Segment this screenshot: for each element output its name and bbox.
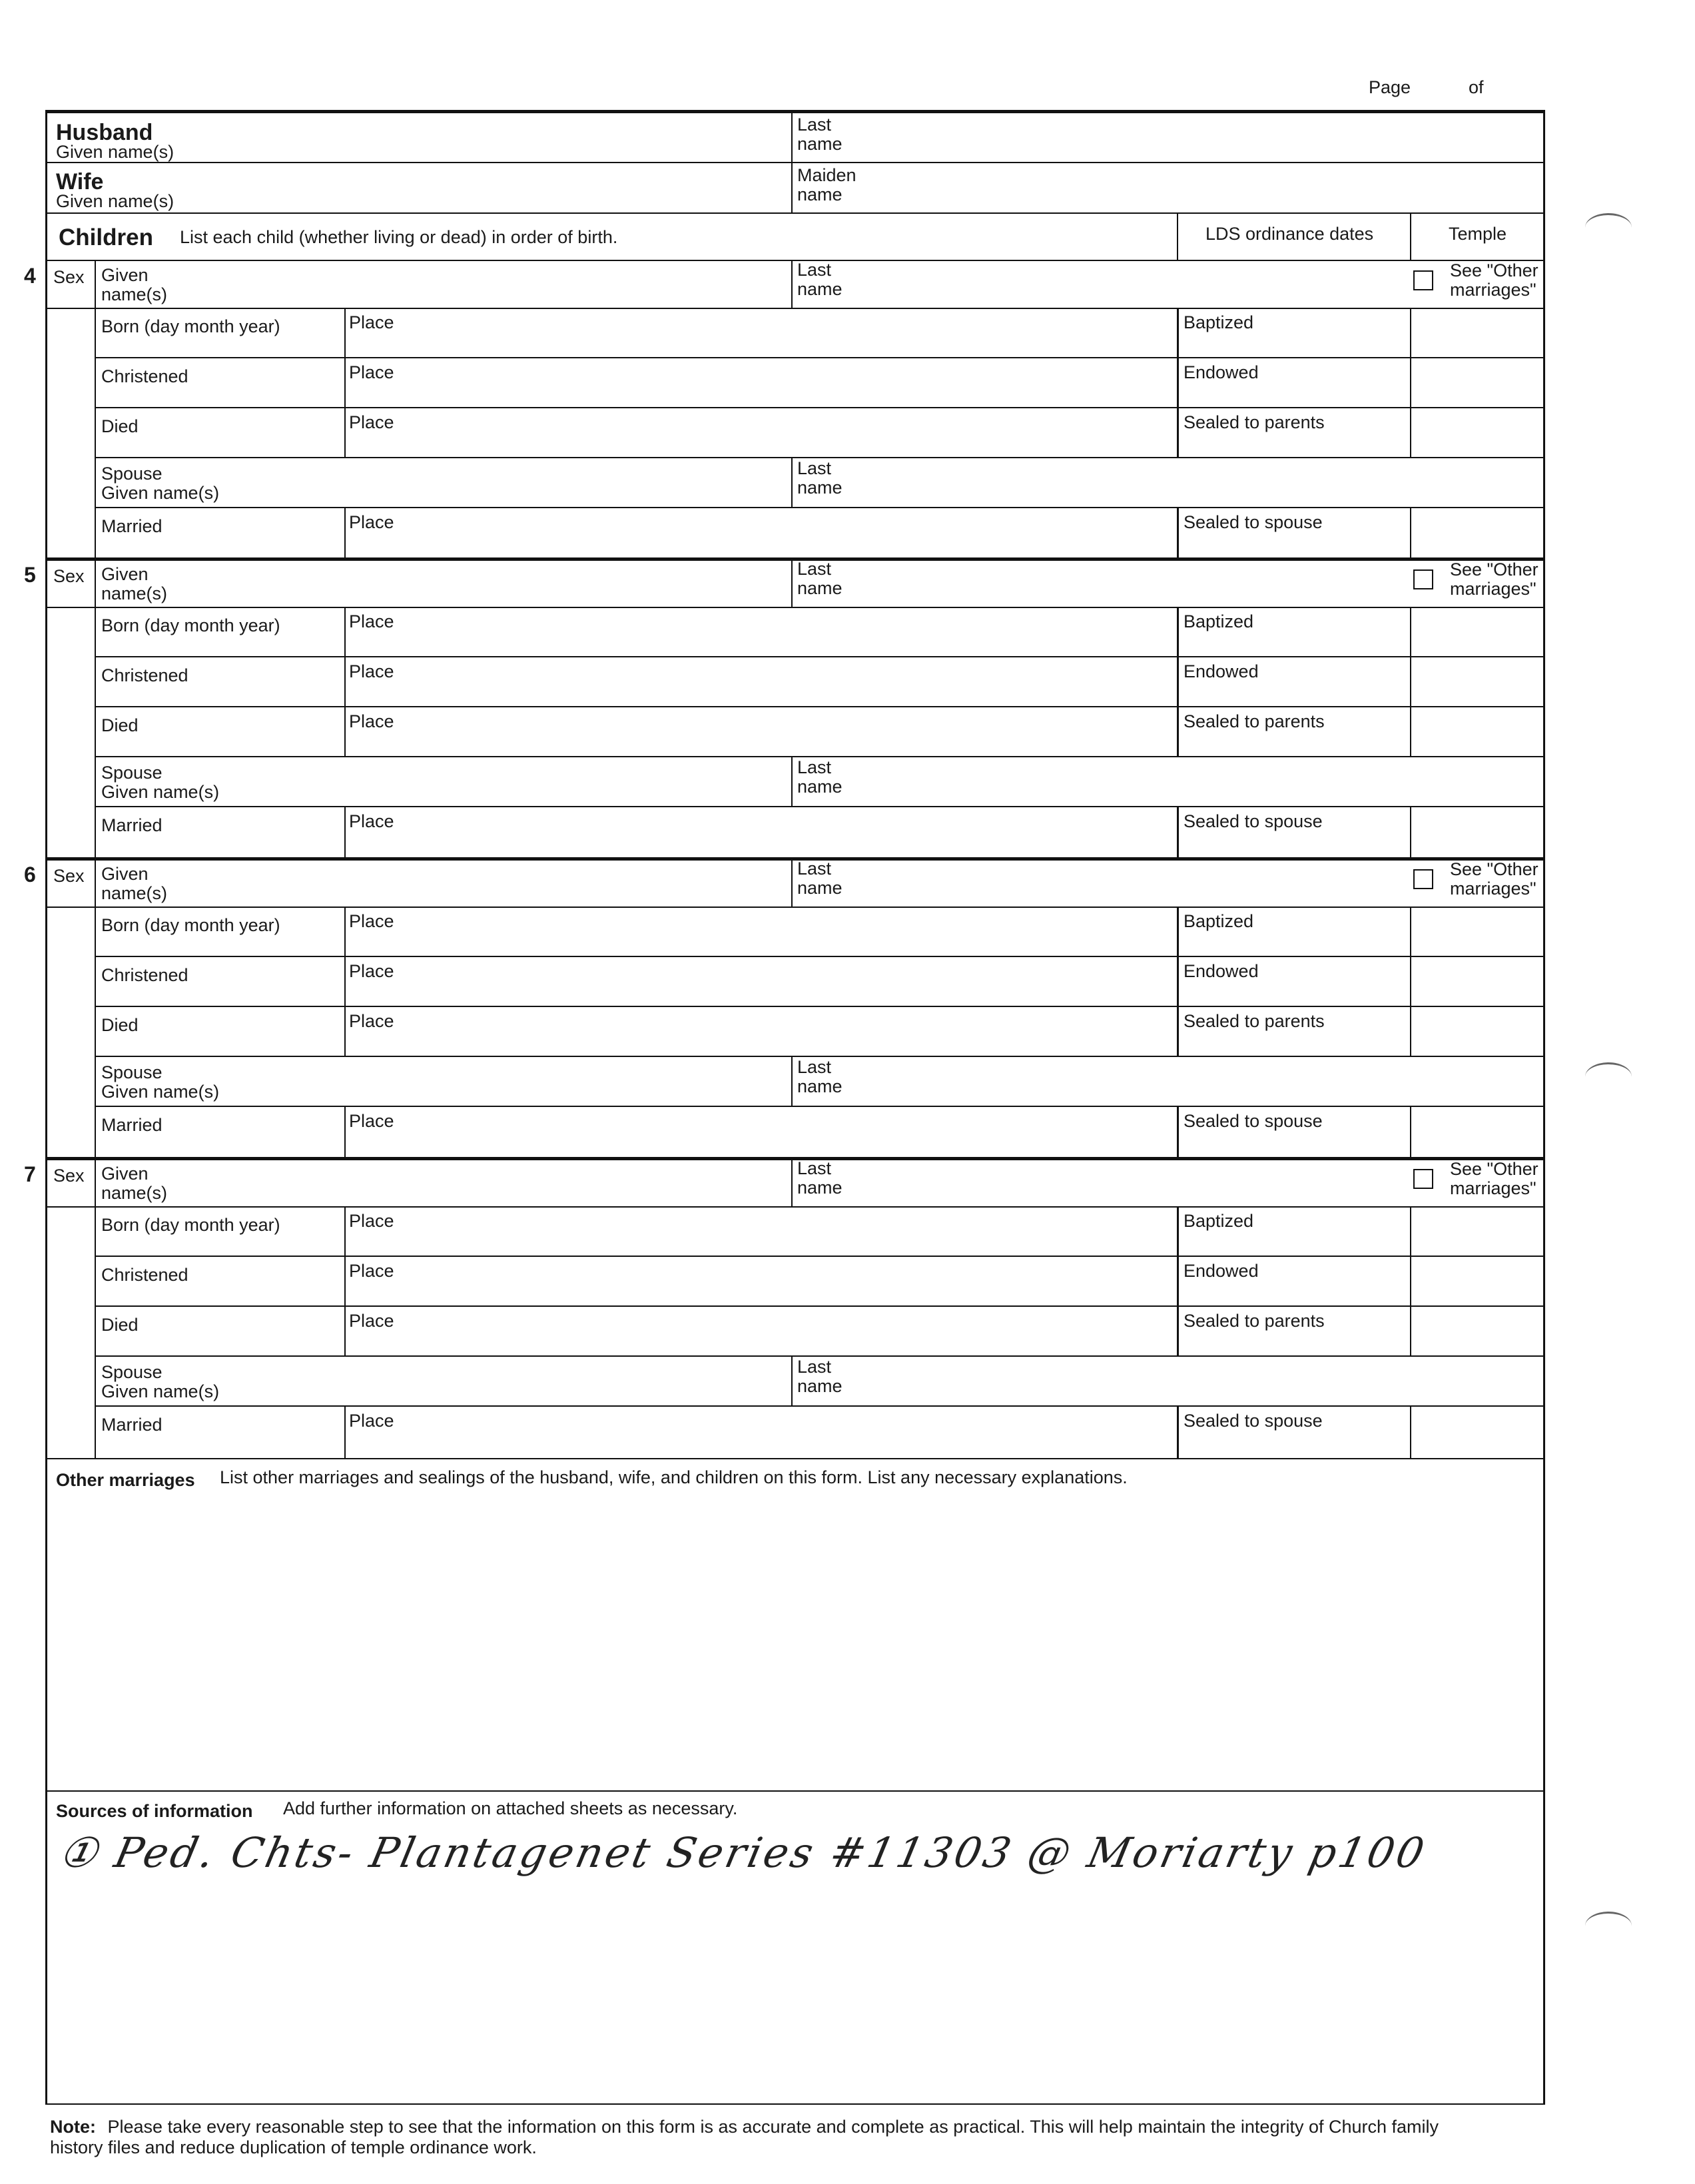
sealed_parents-temple-field[interactable] — [1413, 1309, 1540, 1354]
christened-label: Christened — [101, 965, 188, 985]
sealed_parents-date-field[interactable] — [1184, 1032, 1407, 1054]
child-given-field[interactable] — [200, 1161, 786, 1204]
christened-place-field[interactable] — [400, 1259, 1172, 1304]
spouse-row-bottom — [95, 507, 1545, 508]
married-temple-divider — [1410, 1106, 1411, 1158]
event-place-divider — [344, 1006, 346, 1056]
place-ordinance-divider — [1177, 707, 1179, 757]
ordinance-temple-divider — [1410, 1206, 1411, 1256]
baptized-label: Baptized — [1184, 611, 1254, 631]
born-label: Born (day month year) — [101, 1215, 280, 1235]
event-place-divider — [344, 707, 346, 757]
christened-label: Christened — [101, 1265, 188, 1285]
spouse-last-name-field[interactable] — [852, 1359, 1538, 1403]
child-number: 4 — [24, 264, 36, 288]
died-place-field[interactable] — [400, 709, 1172, 755]
wife-row-bottom — [45, 212, 1545, 214]
born-place-field[interactable] — [400, 310, 1172, 356]
husband-divider — [791, 112, 793, 163]
sealed_parents-date-field[interactable] — [1184, 433, 1407, 456]
other-marriages-field[interactable] — [48, 1492, 1542, 1788]
children-instruction: List each child (whether living or dead) in order of birth. — [180, 227, 618, 247]
spouse-last-divider — [791, 757, 793, 807]
spouse-row-bottom — [95, 1405, 1545, 1407]
endowed-label: Endowed — [1184, 661, 1259, 681]
given-last-divider — [791, 859, 793, 907]
place-ordinance-divider — [1177, 308, 1179, 358]
ordinance-temple-divider — [1410, 707, 1411, 757]
sealed_parents-label: Sealed to parents — [1184, 412, 1325, 432]
died-place-field[interactable] — [400, 1009, 1172, 1054]
sex-label: Sex — [53, 866, 85, 886]
sex-column-divider — [95, 260, 96, 559]
sources-top — [45, 1790, 1545, 1792]
born-label: Born (day month year) — [101, 615, 280, 635]
husband-last-name-label: Last name — [797, 115, 843, 154]
endowed-label: Endowed — [1184, 362, 1259, 382]
sex-label: Sex — [53, 1166, 85, 1186]
married-place-field[interactable] — [400, 1109, 1172, 1156]
christened-place-field[interactable] — [400, 360, 1172, 406]
other-marriages-checkbox[interactable] — [1413, 869, 1433, 889]
other-marriages-instruction: List other marriages and sealings of the husband, wife, and children on this form. List any necessary explanations. — [220, 1467, 1128, 1487]
form-bottom-border — [45, 2103, 1545, 2105]
event-row-bottom — [95, 357, 1545, 358]
baptized-date-field[interactable] — [1184, 932, 1407, 954]
sealed-to-spouse-temple-field[interactable] — [1413, 1409, 1540, 1455]
baptized-date-field[interactable] — [1184, 632, 1407, 655]
endowed-date-field[interactable] — [1184, 383, 1407, 406]
event-place-divider — [344, 956, 346, 1006]
christened-place-field[interactable] — [400, 959, 1172, 1004]
baptized-date-field[interactable] — [1184, 1232, 1407, 1254]
other-marriages-checkbox[interactable] — [1413, 569, 1433, 589]
spouse-given-label: Spouse Given name(s) — [101, 1062, 220, 1102]
place-label: Place — [349, 811, 394, 831]
note-block — [50, 2117, 1528, 2158]
endowed-temple-field[interactable] — [1413, 360, 1540, 406]
died-label: Died — [101, 715, 139, 735]
sealed-to-spouse-temple-field[interactable] — [1413, 1109, 1540, 1156]
married-place-divider — [344, 508, 346, 559]
given-row-bottom — [45, 308, 1545, 309]
married-place-divider — [344, 1406, 346, 1458]
born-place-field[interactable] — [400, 909, 1172, 954]
place-label: Place — [349, 661, 394, 681]
sex-column-divider — [95, 1158, 96, 1458]
child-given-field[interactable] — [200, 262, 786, 305]
baptized-temple-field[interactable] — [1413, 310, 1540, 356]
place-ordinance-divider — [1177, 1006, 1179, 1056]
christened-place-field[interactable] — [400, 659, 1172, 705]
sources-instruction: Add further information on attached sheets as necessary. — [283, 1798, 738, 1818]
spouse-last-divider — [791, 458, 793, 508]
married-place-field[interactable] — [400, 1409, 1172, 1455]
sealed_parents-temple-field[interactable] — [1413, 410, 1540, 456]
child-given-label: Given name(s) — [101, 564, 168, 603]
see-other-marriages-label: See "Other marriages" — [1450, 260, 1538, 300]
sealed-to-spouse-date-field[interactable] — [1184, 832, 1407, 856]
spouse-last-name-label: Last name — [797, 1057, 843, 1096]
husband-row-bottom — [45, 162, 1545, 163]
place-label: Place — [349, 611, 394, 631]
lds-ordinance-dates-label: LDS ordinance dates — [1205, 224, 1374, 244]
of-label: of — [1469, 77, 1484, 97]
event-place-divider — [344, 1256, 346, 1306]
married-label: Married — [101, 1115, 163, 1135]
sealed-to-spouse-label: Sealed to spouse — [1184, 512, 1323, 532]
sex-column-divider — [95, 859, 96, 1158]
born-label: Born (day month year) — [101, 316, 280, 336]
married-ordinance-divider — [1177, 1106, 1179, 1158]
born-place-field[interactable] — [400, 1209, 1172, 1254]
sources-title: Sources of information — [56, 1801, 253, 1821]
given-row-bottom — [45, 907, 1545, 908]
ordinance-temple-divider — [1410, 308, 1411, 358]
given-row-bottom — [45, 607, 1545, 608]
place-ordinance-divider — [1177, 408, 1179, 458]
spouse-given-field[interactable] — [266, 460, 786, 504]
endowed-label: Endowed — [1184, 961, 1259, 981]
ordinance-temple-divider — [1410, 657, 1411, 707]
place-ordinance-divider — [1177, 907, 1179, 956]
husband-title: Husband — [56, 120, 153, 145]
child-last-name-label: Last name — [797, 260, 843, 299]
form-left-border — [45, 110, 47, 2105]
married-temple-divider — [1410, 508, 1411, 559]
christened-label: Christened — [101, 665, 188, 685]
event-row-bottom — [95, 656, 1545, 657]
spouse-last-name-label: Last name — [797, 1357, 843, 1396]
place-label: Place — [349, 961, 394, 981]
married-label: Married — [101, 516, 163, 536]
endowed-temple-field[interactable] — [1413, 959, 1540, 1004]
wife-given-label: Given name(s) — [56, 191, 174, 211]
event-row-bottom — [95, 1006, 1545, 1007]
sealed-to-spouse-temple-field[interactable] — [1413, 510, 1540, 557]
place-label: Place — [349, 1011, 394, 1031]
event-place-divider — [344, 1206, 346, 1256]
married-temple-divider — [1410, 1406, 1411, 1458]
married-ordinance-divider — [1177, 1406, 1179, 1458]
sealed-to-spouse-label: Sealed to spouse — [1184, 811, 1323, 831]
child-given-field[interactable] — [200, 861, 786, 904]
event-row-bottom — [95, 706, 1545, 707]
spouse-last-name-field[interactable] — [852, 1059, 1538, 1103]
place-ordinance-divider — [1177, 1306, 1179, 1356]
place-label: Place — [349, 911, 394, 931]
child-number: 7 — [24, 1162, 36, 1186]
spouse-last-name-field[interactable] — [852, 460, 1538, 504]
baptized-temple-field[interactable] — [1413, 1209, 1540, 1254]
punch-hole-mark — [1585, 1912, 1632, 1940]
married-label: Married — [101, 1415, 163, 1435]
place-label: Place — [349, 412, 394, 432]
place-label: Place — [349, 362, 394, 382]
endowed-temple-field[interactable] — [1413, 659, 1540, 705]
sealed_parents-label: Sealed to parents — [1184, 1011, 1325, 1031]
baptized-label: Baptized — [1184, 1211, 1254, 1231]
child-last-name-field[interactable] — [852, 1161, 1399, 1204]
husband-given-label: Given name(s) — [56, 142, 174, 162]
child-given-field[interactable] — [200, 561, 786, 604]
child-number: 5 — [24, 563, 36, 587]
event-row-bottom — [95, 1305, 1545, 1307]
children-header-divider-lds — [1177, 213, 1178, 260]
married-place-field[interactable] — [400, 809, 1172, 856]
sealed-to-spouse-date-field[interactable] — [1184, 533, 1407, 557]
sealed-to-spouse-date-field[interactable] — [1184, 1132, 1407, 1156]
note-line-1: Please take every reasonable step to see that the information on this form is as accurate and complete as practical. This will help maintain the integrity of Church family — [107, 2117, 1439, 2137]
wife-maiden-name-label: Maiden name — [797, 165, 856, 204]
ordinance-temple-divider — [1410, 607, 1411, 657]
spouse-last-divider — [791, 1356, 793, 1406]
sealed_parents-label: Sealed to parents — [1184, 711, 1325, 731]
married-place-field[interactable] — [400, 510, 1172, 557]
baptized-temple-field[interactable] — [1413, 909, 1540, 954]
spouse-given-label: Spouse Given name(s) — [101, 1362, 220, 1401]
place-label: Place — [349, 312, 394, 332]
spouse-last-name-label: Last name — [797, 757, 843, 797]
other-marriages-checkbox[interactable] — [1413, 270, 1433, 290]
event-row-bottom — [95, 407, 1545, 408]
place-label: Place — [349, 1311, 394, 1331]
endowed-label: Endowed — [1184, 1261, 1259, 1281]
other-marriages-title: Other marriages — [56, 1470, 195, 1490]
christened-label: Christened — [101, 366, 188, 386]
sex-label: Sex — [53, 566, 85, 586]
place-ordinance-divider — [1177, 657, 1179, 707]
child-last-name-field[interactable] — [852, 861, 1399, 904]
married-place-divider — [344, 1106, 346, 1158]
spouse-given-field[interactable] — [266, 759, 786, 803]
given-last-divider — [791, 1158, 793, 1206]
event-place-divider — [344, 607, 346, 657]
spouse-last-name-field[interactable] — [852, 759, 1538, 803]
ordinance-temple-divider — [1410, 1306, 1411, 1356]
endowed-date-field[interactable] — [1184, 682, 1407, 705]
other-marriages-checkbox[interactable] — [1413, 1169, 1433, 1189]
sealed_parents-date-field[interactable] — [1184, 732, 1407, 755]
place-label: Place — [349, 711, 394, 731]
child-block-top — [45, 857, 1545, 861]
sealed_parents-date-field[interactable] — [1184, 1331, 1407, 1354]
wife-divider — [791, 163, 793, 212]
spouse-row-bottom — [95, 806, 1545, 807]
place-label: Place — [349, 1261, 394, 1281]
event-row-bottom — [95, 956, 1545, 957]
born-label: Born (day month year) — [101, 915, 280, 935]
died-label: Died — [101, 1315, 139, 1335]
child-last-name-label: Last name — [797, 1158, 843, 1198]
place-ordinance-divider — [1177, 607, 1179, 657]
child-block-top — [45, 1157, 1545, 1160]
note-title: Note: — [50, 2117, 96, 2137]
sealed_parents-temple-field[interactable] — [1413, 1009, 1540, 1054]
children-header-divider-temple — [1410, 213, 1411, 260]
sealed-to-spouse-label: Sealed to spouse — [1184, 1411, 1323, 1431]
married-place-divider — [344, 807, 346, 859]
see-other-marriages-label: See "Other marriages" — [1450, 559, 1538, 599]
spouse-given-label: Spouse Given name(s) — [101, 763, 220, 802]
spouse-given-label: Spouse Given name(s) — [101, 464, 220, 503]
wife-title: Wife — [56, 169, 104, 194]
child-last-name-field[interactable] — [852, 561, 1399, 604]
ordinance-temple-divider — [1410, 1006, 1411, 1056]
given-last-divider — [791, 260, 793, 308]
spouse-row-bottom — [95, 1106, 1545, 1107]
child-given-label: Given name(s) — [101, 864, 168, 903]
married-temple-divider — [1410, 807, 1411, 859]
child-last-name-label: Last name — [797, 559, 843, 598]
punch-hole-mark — [1585, 1062, 1632, 1091]
ordinance-temple-divider — [1410, 956, 1411, 1006]
event-row-bottom — [95, 1256, 1545, 1257]
place-label: Place — [349, 1111, 394, 1131]
event-place-divider — [344, 358, 346, 408]
married-ordinance-divider — [1177, 508, 1179, 559]
baptized-label: Baptized — [1184, 312, 1254, 332]
died-place-field[interactable] — [400, 410, 1172, 456]
place-label: Place — [349, 512, 394, 532]
place-ordinance-divider — [1177, 1206, 1179, 1256]
child-block-top — [45, 260, 1545, 261]
event-place-divider — [344, 408, 346, 458]
child-given-label: Given name(s) — [101, 1164, 168, 1203]
place-ordinance-divider — [1177, 358, 1179, 408]
sealed-to-spouse-date-field[interactable] — [1184, 1431, 1407, 1455]
sex-label: Sex — [53, 267, 85, 287]
event-place-divider — [344, 308, 346, 358]
event-place-divider — [344, 1306, 346, 1356]
spouse-given-field[interactable] — [266, 1359, 786, 1403]
endowed-date-field[interactable] — [1184, 982, 1407, 1004]
ordinance-temple-divider — [1410, 408, 1411, 458]
temple-label: Temple — [1449, 224, 1507, 244]
spouse-last-divider — [791, 1056, 793, 1106]
sealed-to-spouse-label: Sealed to spouse — [1184, 1111, 1323, 1131]
place-ordinance-divider — [1177, 956, 1179, 1006]
sealed-to-spouse-temple-field[interactable] — [1413, 809, 1540, 856]
form-top-border — [45, 110, 1545, 113]
baptized-date-field[interactable] — [1184, 333, 1407, 356]
place-ordinance-divider — [1177, 1256, 1179, 1306]
ordinance-temple-divider — [1410, 1256, 1411, 1306]
ordinance-temple-divider — [1410, 358, 1411, 408]
sources-handwritten-entry: ① Ped. Chts- Plantagenet Series #11303 @ Moriarty p100 — [55, 1828, 1431, 1877]
note-line-2: history files and reduce duplication of temple ordinance work. — [50, 2137, 537, 2157]
married-ordinance-divider — [1177, 807, 1179, 859]
event-place-divider — [344, 657, 346, 707]
place-label: Place — [349, 1211, 394, 1231]
child-last-name-label: Last name — [797, 859, 843, 898]
died-label: Died — [101, 1015, 139, 1035]
born-place-field[interactable] — [400, 609, 1172, 655]
sex-column-divider — [95, 559, 96, 859]
spouse-last-name-label: Last name — [797, 458, 843, 498]
ordinance-temple-divider — [1410, 907, 1411, 956]
other-marriages-top — [45, 1458, 1545, 1459]
given-last-divider — [791, 559, 793, 607]
died-place-field[interactable] — [400, 1309, 1172, 1354]
form-right-border — [1543, 110, 1545, 2105]
see-other-marriages-label: See "Other marriages" — [1450, 1159, 1538, 1198]
married-label: Married — [101, 815, 163, 835]
page-label: Page — [1369, 77, 1411, 97]
child-number: 6 — [24, 863, 36, 887]
place-label: Place — [349, 1411, 394, 1431]
children-title: Children — [59, 224, 153, 250]
sealed_parents-temple-field[interactable] — [1413, 709, 1540, 755]
sealed_parents-label: Sealed to parents — [1184, 1311, 1325, 1331]
child-last-name-field[interactable] — [852, 262, 1399, 305]
died-label: Died — [101, 416, 139, 436]
given-row-bottom — [45, 1206, 1545, 1208]
child-block-top — [45, 557, 1545, 561]
event-place-divider — [344, 907, 346, 956]
endowed-temple-field[interactable] — [1413, 1259, 1540, 1304]
baptized-temple-field[interactable] — [1413, 609, 1540, 655]
baptized-label: Baptized — [1184, 911, 1254, 931]
endowed-date-field[interactable] — [1184, 1281, 1407, 1304]
spouse-given-field[interactable] — [266, 1059, 786, 1103]
punch-hole-mark — [1585, 213, 1632, 242]
see-other-marriages-label: See "Other marriages" — [1450, 859, 1538, 899]
child-given-label: Given name(s) — [101, 265, 168, 304]
